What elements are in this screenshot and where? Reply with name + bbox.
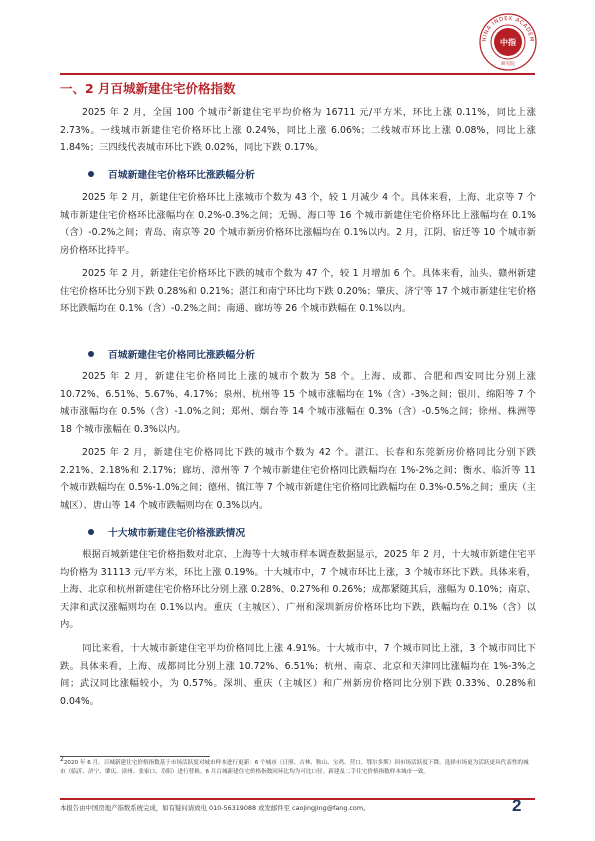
paragraph-mom-rise	[60, 189, 536, 259]
bullet-icon	[88, 351, 94, 357]
yoy-fall-text: 2025 年 2 月，新建住宅价格同比下跌的城市个数为 42 个。湛江、长春和东莞新房价格同比分别下跌 2.21%、2.18%和 2.17%；廊坊、漳州等 7 个城市新建住宅价格同比跌幅均在 1%-2%之间；衡水、临沂等 11 个城市跌幅均在 0.5%-1.0%之间；德州、镇江等 7 个城市新建住宅价格同比跌幅均在 0.3%-0.5%之间；重庆（主城区）、唐山等 14 个城市跌幅则均在 0.3%以内。	[60, 447, 536, 511]
footer-divider	[60, 798, 535, 800]
paragraph-top10-mom	[60, 546, 536, 634]
subheading-text: 百城新建住宅价格同比涨跌幅分析	[108, 350, 255, 361]
bullet-icon	[88, 171, 94, 177]
subheading-yoy-analysis	[88, 347, 255, 361]
subheading-text: 十大城市新建住宅价格涨跌情况	[108, 528, 246, 539]
svg-text:中指: 中指	[500, 38, 516, 47]
overview-text-a: 2025 年 2 月，全国 100 个城市	[82, 107, 228, 118]
mom-rise-text: 2025 年 2 月，新建住宅价格环比上涨城市个数为 43 个，较 1 月减少 4 个。具体来看，上海、北京等 7 个城市新建住宅价格环比涨幅均在 0.2%-0.3%之间；无锡、海口等 16 个城市新建住宅价格环比上涨幅均在 0.1%（含）-0.2%之间；青岛、南京等 20 个城市新房价格环比涨幅均在 0.1%以内。2 月，江阴、宿迁等 10 个城市新房价格环比持平。	[60, 192, 536, 256]
footnote-divider	[60, 756, 210, 757]
footnote-marker: 2	[60, 756, 64, 764]
paragraph-yoy-rise	[60, 368, 536, 438]
footer-contact: 本报告由中国房地产指数系统完成，如有疑问请致电 010-56319088 或发邮件至 caojingjing@fang.com。	[60, 804, 370, 812]
subheading-top10-cities	[88, 525, 245, 539]
overview-text-b: 新建住宅平均价格为 16711 元/平方米，环比上涨 0.11%，同比上涨 2.73%。一线城市新建住宅价格环比上涨 0.24%，同比上涨 6.06%；二线城市环比上涨 0.08%，同比上涨 1.84%；三四线代表城市环比下跌 0.02%，同比下跌 0.17%。	[60, 107, 536, 153]
paragraph-top10-yoy	[60, 640, 536, 710]
footnote	[60, 756, 530, 777]
section-title: 一、2 月百城新建住宅价格指数	[60, 81, 236, 96]
mom-fall-text: 2025 年 2 月，新建住宅价格环比下跌的城市个数为 47 个，较 1 月增加 6 个。具体来看，汕头、赣州新建住宅价格环比分别下跌 0.28%和 0.21%；湛江和南宁环比均下跌 0.20%；肇庆、济宁等 17 个城市新建住宅价格环比跌幅均在 0.1%（含）-0.2%之间；南通、廊坊等 26 个城市跌幅在 0.1%以内。	[60, 268, 536, 314]
paragraph-overview	[60, 104, 536, 157]
page-number: 2	[512, 796, 522, 815]
paragraph-mom-fall	[60, 265, 536, 318]
top10-mom-text: 根据百城新建住宅价格指数对北京、上海等十大城市样本调查数据显示，2025 年 2 月，十大城市新建住宅平均价格为 31113 元/平方米，环比上涨 0.19%。十大城市中，7 个城市环比上涨，3 个城市环比下跌。具体来看，上海、北京和杭州新建住宅价格环比分别上涨 0.28%、0.27%和 0.26%；成都紧随其后，涨幅为 0.10%；南京、天津和武汉涨幅则均在 0.1%以内。重庆（主城区）、广州和深圳新房价格环比均下跌，跌幅均在 0.1%（含）以内。	[60, 549, 536, 630]
footnote-ref: 2	[227, 105, 232, 113]
subheading-mom-analysis	[88, 167, 255, 181]
svg-text:研究院: 研究院	[501, 62, 515, 67]
header-divider	[60, 73, 535, 75]
subheading-text: 百城新建住宅价格环比涨跌幅分析	[108, 170, 255, 181]
svg-text:CHINA INDEX ACADEMY: HINA INDEX ACADEM	[481, 15, 535, 43]
footnote-text: 2020 年 6 月，百城新建住宅价格指数基于市场活跃度对城市样本进行更新：6 个城市（日照、吉林、鞍山、宝鸡、营口、鄂尔多斯）因市场活跃度下降，选择市场更为活跃更具代表性的城市（临沂、济宁、肇庆、漳州、张家口、阜阳）进行替换。6 月百城新建住宅价格指数同环比均为可比口径。新建及二手住宅价格指数样本城市一致。	[60, 760, 529, 775]
paragraph-yoy-fall	[60, 444, 536, 514]
top10-yoy-text: 同比来看，十大城市新建住宅平均价格同比上涨 4.91%。十大城市中，7 个城市同比上涨，3 个城市同比下跌。具体来看，上海、成都同比分别上涨 10.72%、6.51%；杭州、南京、北京和天津同比涨幅均在 1%-3%之间；武汉同比涨幅较小，为 0.57%。深圳、重庆（主城区）和广州新房价格同比分别下跌 0.33%、0.28%和 0.04%。	[60, 643, 536, 707]
bullet-icon	[88, 529, 94, 535]
yoy-rise-text: 2025 年 2 月，新建住宅价格同比上涨的城市个数为 58 个。上海、成都、合肥和西安同比分别上涨 10.72%、6.51%、5.67%、4.17%；泉州、杭州等 15 个城市涨幅均在 1%（含）-3%之间；银川、绵阳等 7 个城市涨幅均在 0.5%（含）-1.0%之间；郑州、烟台等 14 个城市涨幅在 0.3%（含）-0.5%之间；徐州、株洲等 18 个城市涨幅在 0.3%以内。	[60, 371, 536, 435]
china-index-academy-logo	[478, 12, 538, 72]
